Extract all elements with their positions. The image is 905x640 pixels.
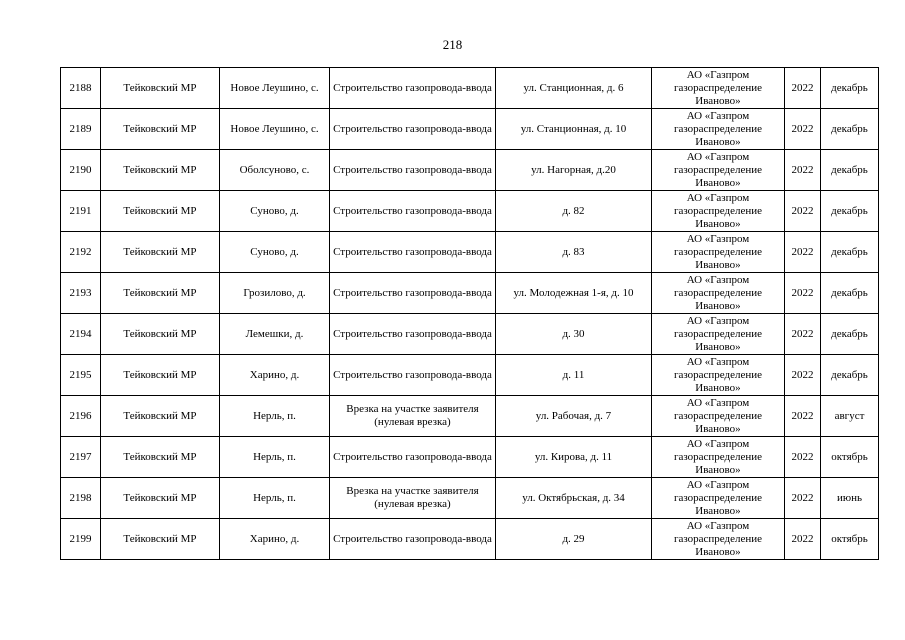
year-cell: 2022 (785, 273, 821, 314)
address-cell: д. 82 (496, 191, 652, 232)
table-row (61, 314, 879, 355)
locality-cell: Лемешки, д. (220, 314, 330, 355)
year-cell: 2022 (785, 355, 821, 396)
address-cell: ул. Нагорная, д.20 (496, 150, 652, 191)
year-cell: 2022 (785, 314, 821, 355)
row-number: 2190 (61, 150, 101, 191)
locality-cell: Оболсуново, с. (220, 150, 330, 191)
district-cell: Тейковский МР (101, 150, 220, 191)
organization-line: АО «Газпром (686, 437, 750, 450)
year-cell: 2022 (785, 191, 821, 232)
organization-line: газораспределение (673, 532, 763, 545)
organization-line: газораспределение (673, 122, 763, 135)
year-cell: 2022 (785, 519, 821, 560)
organization-line: АО «Газпром (686, 355, 750, 368)
row-number: 2195 (61, 355, 101, 396)
locality-cell: Суново, д. (220, 191, 330, 232)
work-type-cell: Врезка на участке заявителя (нулевая врезка) (330, 396, 496, 437)
locality-cell: Грозилово, д. (220, 273, 330, 314)
organization-line: газораспределение (673, 327, 763, 340)
row-number: 2192 (61, 232, 101, 273)
address-cell: ул. Станционная, д. 10 (496, 109, 652, 150)
organization-line: газораспределение (673, 204, 763, 217)
address-cell: ул. Молодежная 1-я, д. 10 (496, 273, 652, 314)
organization-line: Иваново» (695, 340, 741, 353)
locality-cell: Новое Леушино, с. (220, 109, 330, 150)
year-cell: 2022 (785, 396, 821, 437)
organization-line: газораспределение (673, 245, 763, 258)
address-cell: д. 83 (496, 232, 652, 273)
address-cell: д. 11 (496, 355, 652, 396)
organization-line: Иваново» (695, 545, 741, 558)
month-cell: декабрь (821, 191, 879, 232)
district-cell: Тейковский МР (101, 191, 220, 232)
row-number: 2197 (61, 437, 101, 478)
locality-cell: Нерль, п. (220, 478, 330, 519)
month-cell: октябрь (821, 519, 879, 560)
address-cell: д. 29 (496, 519, 652, 560)
work-type-cell: Строительство газопровода-ввода (330, 273, 496, 314)
district-cell: Тейковский МР (101, 68, 220, 109)
row-number: 2199 (61, 519, 101, 560)
month-cell: декабрь (821, 273, 879, 314)
address-cell: ул. Станционная, д. 6 (496, 68, 652, 109)
month-cell: июнь (821, 478, 879, 519)
table-row (61, 355, 879, 396)
organization-line: газораспределение (673, 286, 763, 299)
gas-works-table (60, 67, 879, 560)
organization-line: АО «Газпром (686, 191, 750, 204)
district-cell: Тейковский МР (101, 109, 220, 150)
month-cell: декабрь (821, 68, 879, 109)
locality-cell: Новое Леушино, с. (220, 68, 330, 109)
organization-line: Иваново» (695, 135, 741, 148)
district-cell: Тейковский МР (101, 232, 220, 273)
organization-cell (652, 355, 785, 396)
locality-cell: Нерль, п. (220, 437, 330, 478)
work-type-cell: Строительство газопровода-ввода (330, 109, 496, 150)
organization-line: Иваново» (695, 299, 741, 312)
year-cell: 2022 (785, 437, 821, 478)
work-type-cell: Строительство газопровода-ввода (330, 68, 496, 109)
organization-line: АО «Газпром (686, 396, 750, 409)
work-type-cell: Строительство газопровода-ввода (330, 519, 496, 560)
organization-cell (652, 273, 785, 314)
month-cell: октябрь (821, 437, 879, 478)
month-cell: декабрь (821, 150, 879, 191)
organization-line: АО «Газпром (686, 150, 750, 163)
organization-line: Иваново» (695, 463, 741, 476)
table-row (61, 191, 879, 232)
organization-line: АО «Газпром (686, 519, 750, 532)
work-type-cell: Врезка на участке заявителя (нулевая врезка) (330, 478, 496, 519)
year-cell: 2022 (785, 109, 821, 150)
organization-cell (652, 437, 785, 478)
organization-line: АО «Газпром (686, 314, 750, 327)
organization-line: Иваново» (695, 217, 741, 230)
table-row (61, 68, 879, 109)
table-body (61, 68, 879, 560)
table-row (61, 109, 879, 150)
row-number: 2189 (61, 109, 101, 150)
row-number: 2193 (61, 273, 101, 314)
locality-cell: Суново, д. (220, 232, 330, 273)
organization-line: АО «Газпром (686, 273, 750, 286)
year-cell: 2022 (785, 150, 821, 191)
row-number: 2198 (61, 478, 101, 519)
month-cell: декабрь (821, 109, 879, 150)
organization-line: Иваново» (695, 422, 741, 435)
organization-line: АО «Газпром (686, 478, 750, 491)
row-number: 2196 (61, 396, 101, 437)
organization-line: газораспределение (673, 450, 763, 463)
work-type-cell: Строительство газопровода-ввода (330, 437, 496, 478)
month-cell: декабрь (821, 232, 879, 273)
work-type-cell: Строительство газопровода-ввода (330, 232, 496, 273)
month-cell: август (821, 396, 879, 437)
table-row (61, 232, 879, 273)
organization-line: газораспределение (673, 409, 763, 422)
table-row (61, 478, 879, 519)
work-type-cell: Строительство газопровода-ввода (330, 191, 496, 232)
district-cell: Тейковский МР (101, 437, 220, 478)
table-row (61, 519, 879, 560)
district-cell: Тейковский МР (101, 355, 220, 396)
organization-line: Иваново» (695, 176, 741, 189)
organization-line: газораспределение (673, 163, 763, 176)
page-number: 218 (442, 37, 463, 52)
row-number: 2194 (61, 314, 101, 355)
locality-cell: Нерль, п. (220, 396, 330, 437)
address-cell: ул. Октябрьская, д. 34 (496, 478, 652, 519)
district-cell: Тейковский МР (101, 396, 220, 437)
organization-line: Иваново» (695, 381, 741, 394)
month-cell: декабрь (821, 355, 879, 396)
table-row (61, 396, 879, 437)
organization-line: газораспределение (673, 368, 763, 381)
organization-line: АО «Газпром (686, 232, 750, 245)
locality-cell: Харино, д. (220, 355, 330, 396)
locality-cell: Харино, д. (220, 519, 330, 560)
month-cell: декабрь (821, 314, 879, 355)
row-number: 2191 (61, 191, 101, 232)
organization-cell (652, 191, 785, 232)
organization-line: Иваново» (695, 258, 741, 271)
address-cell: ул. Рабочая, д. 7 (496, 396, 652, 437)
work-type-cell: Строительство газопровода-ввода (330, 355, 496, 396)
work-type-cell: Строительство газопровода-ввода (330, 150, 496, 191)
organization-line: газораспределение (673, 491, 763, 504)
work-type-cell: Строительство газопровода-ввода (330, 314, 496, 355)
year-cell: 2022 (785, 232, 821, 273)
organization-line: Иваново» (695, 504, 741, 517)
organization-line: Иваново» (695, 94, 741, 107)
organization-cell (652, 314, 785, 355)
year-cell: 2022 (785, 68, 821, 109)
organization-line: АО «Газпром (686, 68, 750, 81)
district-cell: Тейковский МР (101, 273, 220, 314)
district-cell: Тейковский МР (101, 519, 220, 560)
table-row (61, 437, 879, 478)
year-cell: 2022 (785, 478, 821, 519)
table-row (61, 273, 879, 314)
organization-line: газораспределение (673, 81, 763, 94)
table-row (61, 150, 879, 191)
organization-cell (652, 150, 785, 191)
row-number: 2188 (61, 68, 101, 109)
district-cell: Тейковский МР (101, 314, 220, 355)
address-cell: ул. Кирова, д. 11 (496, 437, 652, 478)
organization-cell (652, 396, 785, 437)
organization-line: АО «Газпром (686, 109, 750, 122)
organization-cell (652, 478, 785, 519)
address-cell: д. 30 (496, 314, 652, 355)
district-cell: Тейковский МР (101, 478, 220, 519)
organization-cell (652, 68, 785, 109)
organization-cell (652, 519, 785, 560)
organization-cell (652, 232, 785, 273)
organization-cell (652, 109, 785, 150)
